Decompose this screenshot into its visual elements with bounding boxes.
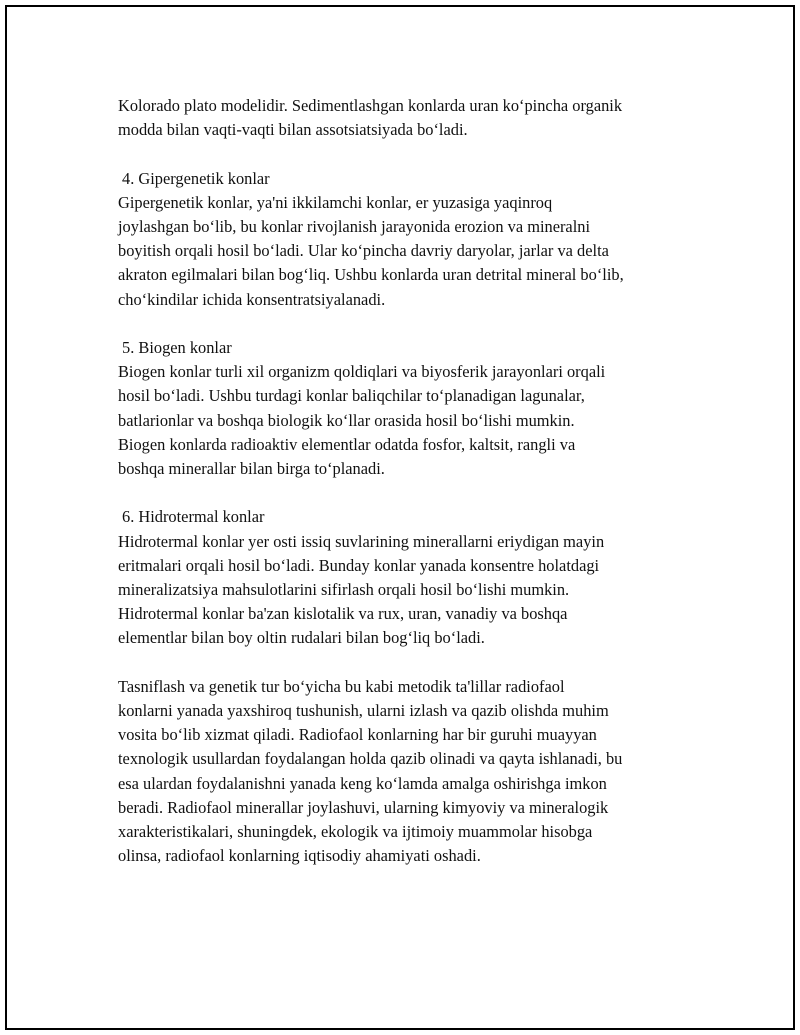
text-line: boshqa minerallar bilan birga to‘planadi. [118, 459, 385, 479]
text-line: Biogen konlarda radioaktiv elementlar odatda fosfor, kaltsit, rangli va [118, 434, 576, 454]
text-line: xarakteristikalari, shuningdek, ekologik va ijtimoiy muammolar hisobga [118, 822, 593, 842]
text-line: eritmalari orqali hosil bo‘ladi. Bunday konlar yanada konsentre holatdagi [118, 555, 600, 575]
text-line: Hidrotermal konlar ba'zan kislotalik va rux, uran, vanadiy va boshqa [118, 604, 568, 624]
text-line: cho‘kindilar ichida konsentratsiyalanadi. [118, 289, 386, 309]
paragraph-spacer [118, 142, 708, 166]
paragraph-spacer [118, 651, 708, 675]
text-line: texnologik usullardan foydalangan holda qazib olinadi va qayta ishlanadi, bu [118, 749, 623, 769]
text-line: Tasniflash va genetik tur bo‘yicha bu kabi metodik ta'lillar radiofaol [118, 676, 565, 696]
section-biogen [118, 336, 708, 481]
text-line: mineralizatsiya mahsulotlarini sifirlash orqali hosil bo‘lishi mumkin. [118, 580, 570, 600]
text-line: olinsa, radiofaol konlarning iqtisodiy ahamiyati oshadi. [118, 846, 481, 866]
text-line: boyitish orqali hosil bo‘ladi. Ular ko‘pincha davriy daryolar, jarlar va delta [118, 241, 609, 261]
text-line: Biogen konlar turli xil organizm qoldiqlari va biyosferik jarayonlari orqali [118, 362, 606, 382]
conclusion-paragraph [118, 675, 708, 869]
section-heading: 4. Gipergenetik konlar [122, 168, 270, 188]
paragraph-spacer [118, 312, 708, 336]
text-line: beradi. Radiofaol minerallar joylashuvi, ularning kimyoviy va mineralogik [118, 797, 609, 817]
text-line: modda bilan vaqti-vaqti bilan assotsiatsiyada bo‘ladi. [118, 120, 468, 140]
text-line: joylashgan bo‘lib, bu konlar rivojlanish jarayonida erozion va mineralni [118, 217, 591, 236]
text-line: esa ulardan foydalanishni yanada keng ko‘lamda amalga oshirishga imkon [118, 773, 607, 793]
paragraph-spacer [118, 481, 708, 505]
intro-paragraph [118, 94, 708, 142]
text-line: vosita bo‘lib xizmat qiladi. Radiofaol konlarning har bir guruhi muayyan [118, 725, 597, 745]
text-line: elementlar bilan boy oltin rudalari bilan bog‘liq bo‘ladi. [118, 628, 485, 648]
text-line: konlarni yanada yaxshiroq tushunish, ularni izlash va qazib olishda muhim [118, 701, 609, 721]
section-gipergenetik [118, 167, 708, 312]
section-heading: 6. Hidrotermal konlar [122, 507, 265, 527]
text-line: Kolorado plato modelidir. Sedimentlashgan konlarda uran ko‘pincha organik [118, 96, 623, 115]
text-line: batlarionlar va boshqa biologik ko‘llar orasida hosil bo‘lishi mumkin. [118, 410, 575, 430]
text-line: hosil bo‘ladi. Ushbu turdagi konlar baliqchilar to‘planadigan lagunalar, [118, 386, 585, 406]
text-line: akraton egilmalari bilan bog‘liq. Ushbu konlarda uran detrital mineral bo‘lib, [118, 265, 624, 285]
section-hidrotermal [118, 505, 708, 650]
section-heading: 5. Biogen konlar [122, 338, 232, 357]
text-line: Hidrotermal konlar yer osti issiq suvlarining minerallarni eriydigan mayin [118, 531, 605, 551]
text-line: Gipergenetik konlar, ya'ni ikkilamchi konlar, er yuzasiga yaqinroq [118, 192, 553, 212]
document-body [118, 94, 708, 868]
